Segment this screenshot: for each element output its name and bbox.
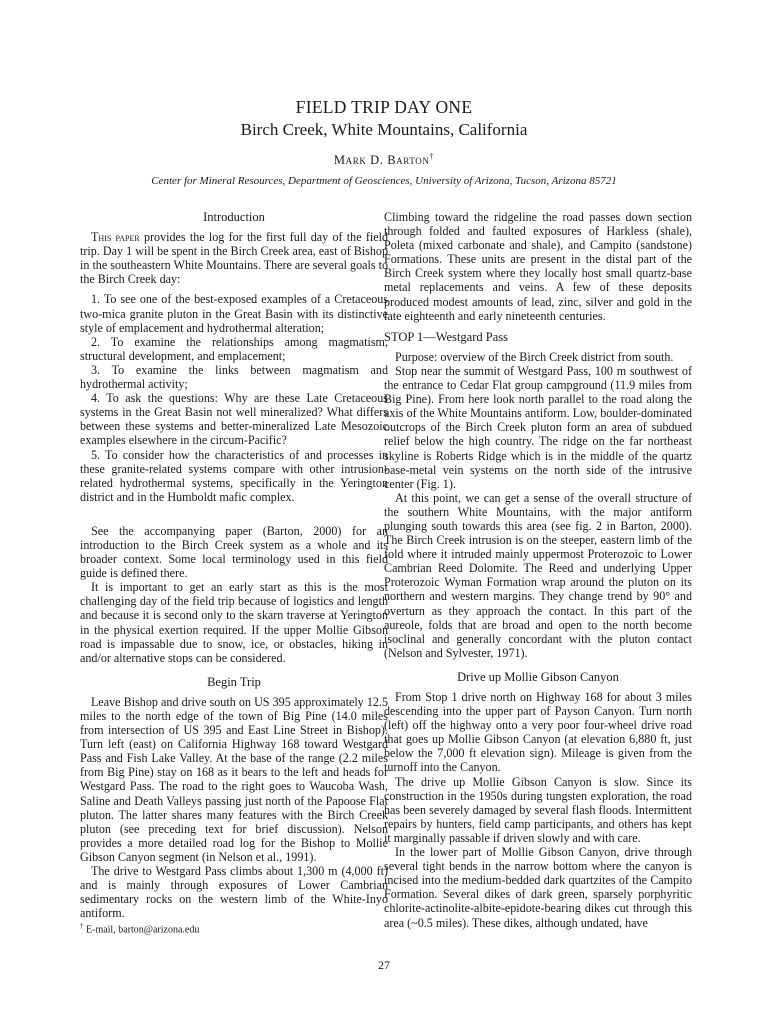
page-number: 27 (378, 958, 390, 972)
drive-paragraph-3: In the lower part of Mollie Gibson Canyon, drive through several tight bends in the narrow bottom where the canyon is incised into the medium-bedded dark quartzites of the Campito Formation. Several dikes of dark green, sparsely porphyritic chlorite-actinolite-albite-epidote-bearing dikes cut through this area (~0.5 miles). These dikes, although undated, have (384, 845, 692, 930)
goal-item: 3. To examine the links between magmatism and hydrothermal activity; (80, 362, 388, 392)
author-affiliation: Center for Mineral Resources, Department of Geosciences, University of Arizona, Tucson, Arizona 85721 (151, 175, 617, 187)
left-column (80, 210, 388, 920)
section-heading-mollie-gibson: Drive up Mollie Gibson Canyon (457, 669, 619, 684)
author-name: Mark D. Barton (333, 153, 430, 168)
author-line (0, 152, 768, 168)
goal-item: 1. To see one of the best-exposed examples of a Cretaceous two-mica granite pluton in the Great Basin with its distinctive style of emplacement and hydrothermal alteration; (80, 292, 388, 335)
author-footnote-mark: † (429, 152, 435, 161)
footnote-text: E-mail, barton@arizona.edu (83, 924, 200, 936)
intro-paragraph-2: See the accompanying paper (Barton, 2000) for an introduction to the Birch Creek system as a whole and its broader context. Some local terminology used in this field guide is defined there. (80, 523, 388, 581)
page-title: FIELD TRIP DAY ONE (295, 97, 473, 117)
goal-item: 4. To ask the questions: Why are these Late Cretaceous systems in the Great Basin not well mineralized? What differs between these systems and better-mineralized Late Mesozoic examples elsewhere in the circum-Pacific? (80, 391, 388, 448)
intro-paragraph-1: This paper provides the log for the first full day of the field trip. Day 1 will be spent in the Birch Creek area, east of Bishop in the southeastern White Mountains. There are several goals to the Birch Creek day: (80, 230, 388, 287)
goal-item: 2. To examine the relationships among magmatism, structural development, and emplacement; (80, 334, 388, 363)
intro-paragraph-3: It is important to get an early start as this is the most challenging day of the field trip because of logistics and length and because it is second only to the skarn traverse at Yerington in the physical exertion required. If the upper Mollie Gibson road is impassable due to snow, ice, or obstacles, hiking in and/or alternative stops can be considered. (80, 580, 388, 665)
intro-lead-smallcaps: This paper (91, 230, 140, 245)
drive-paragraph-1: From Stop 1 drive north on Highway 168 for about 3 miles descending into the upper part of Payson Canyon. Turn north (left) off the highway onto a very poor four-wheel drive road that goes up Mollie Gibson Canyon (at elevation 6,880 ft, just below the 7,000 ft elevation sign). Mileage is given from the turnoff into the Canyon. (384, 690, 692, 775)
section-heading-stop-1: STOP 1—Westgard Pass (384, 329, 508, 344)
section-heading-begin-trip: Begin Trip (207, 674, 261, 689)
footnote-mark: † (80, 922, 84, 930)
page-subtitle: Birch Creek, White Mountains, California (240, 120, 528, 139)
goals-list (80, 292, 388, 503)
climb-paragraph: Climbing toward the ridgeline the road passes down section through folded and faulted exposures of Harkless (shale), Poleta (mixed carbonate and shale), and Campito (sandstone) Formations. These units are present in the distal part of the Birch Creek system where they locally host small quartz-base metal replacements and veins. A few of these deposits produced modest amounts of lead, zinc, silver and gold in the late eighteenth and early nineteenth centuries. (384, 210, 692, 323)
goal-item: 5. To consider how the characteristics of and processes in these granite-related systems compare with other intrusion-related hydrothermal systems, specifically in the Yerington district and in the Humboldt mafic complex. (80, 447, 388, 504)
stop1-paragraph-2: At this point, we can get a sense of the overall structure of the southern White Mountains, with the major antiform plunging south towards this area (see fig. 2 in Barton, 2000). The Birch Creek intrusion is on the steeper, eastern limb of the fold where it intruded mainly uppermost Proterozoic to Lower Cambrian Reed Dolomite. The Reed and underlying Upper Proterozoic Wyman Formation wrap around the pluton on its northern and western margins. They change trend by 90° and overturn as they approach the contact. In this part of the aureole, folds that are broad and open to the north become isoclinal and generally concordant with the pluton contact (Nelson and Sylvester, 1971). (384, 490, 692, 660)
begin-paragraph-2: The drive to Westgard Pass climbs about 1,300 m (4,000 ft) and is mainly through exposures of Lower Cambrian sedimentary rocks on the western limb of the White-Inyo antiform. (80, 864, 388, 921)
section-heading-introduction: Introduction (203, 210, 265, 224)
footnote (80, 922, 199, 935)
begin-paragraph-1: Leave Bishop and drive south on US 395 approximately 12.5 miles to the north edge of the town of Big Pine (14.0 miles from intersection of US 395 and East Line Street in Bishop). Turn left (east) on California Highway 168 toward Westgard Pass and Fish Lake Valley. At the base of the range (2.2 miles from Big Pine) stay on 168 as it bears to the left and heads for Westgard Pass. The road to the right goes to Waucoba Wash, Saline and Death Valleys passing just north of the Papoose Flat pluton. The latter shares many features with the Birch Creek pluton (see preceding text for brief discussion). Nelson provides a more detailed road log for the Bishop to Mollie Gibson Canyon segment (in Nelson et al., 1991). (80, 694, 388, 864)
right-column (384, 210, 692, 930)
stop1-paragraph-1: Stop near the summit of Westgard Pass, 100 m southwest of the entrance to Cedar Flat group campground (11.9 miles from Big Pine). From here look north parallel to the road along the axis of the White Mountains antiform. Low, boulder-dominated outcrops of the Birch Creek pluton form an area of subdued relief below the high country. The ridge on the far northeast skyline is Roberts Ridge which is in the middle of the quartz base-metal vein systems on the north side of the intrusive center (Fig. 1). (384, 363, 692, 491)
drive-paragraph-2: The drive up Mollie Gibson Canyon is slow. Since its construction in the 1950s during tungsten exploration, the road has been severely damaged by several flash floods. Intermittent repairs by hunters, field camp participants, and others has kept it marginally passable if driven slowly and with care. (384, 774, 692, 845)
stop1-purpose: Purpose: overview of the Birch Creek district from south. (395, 349, 674, 364)
